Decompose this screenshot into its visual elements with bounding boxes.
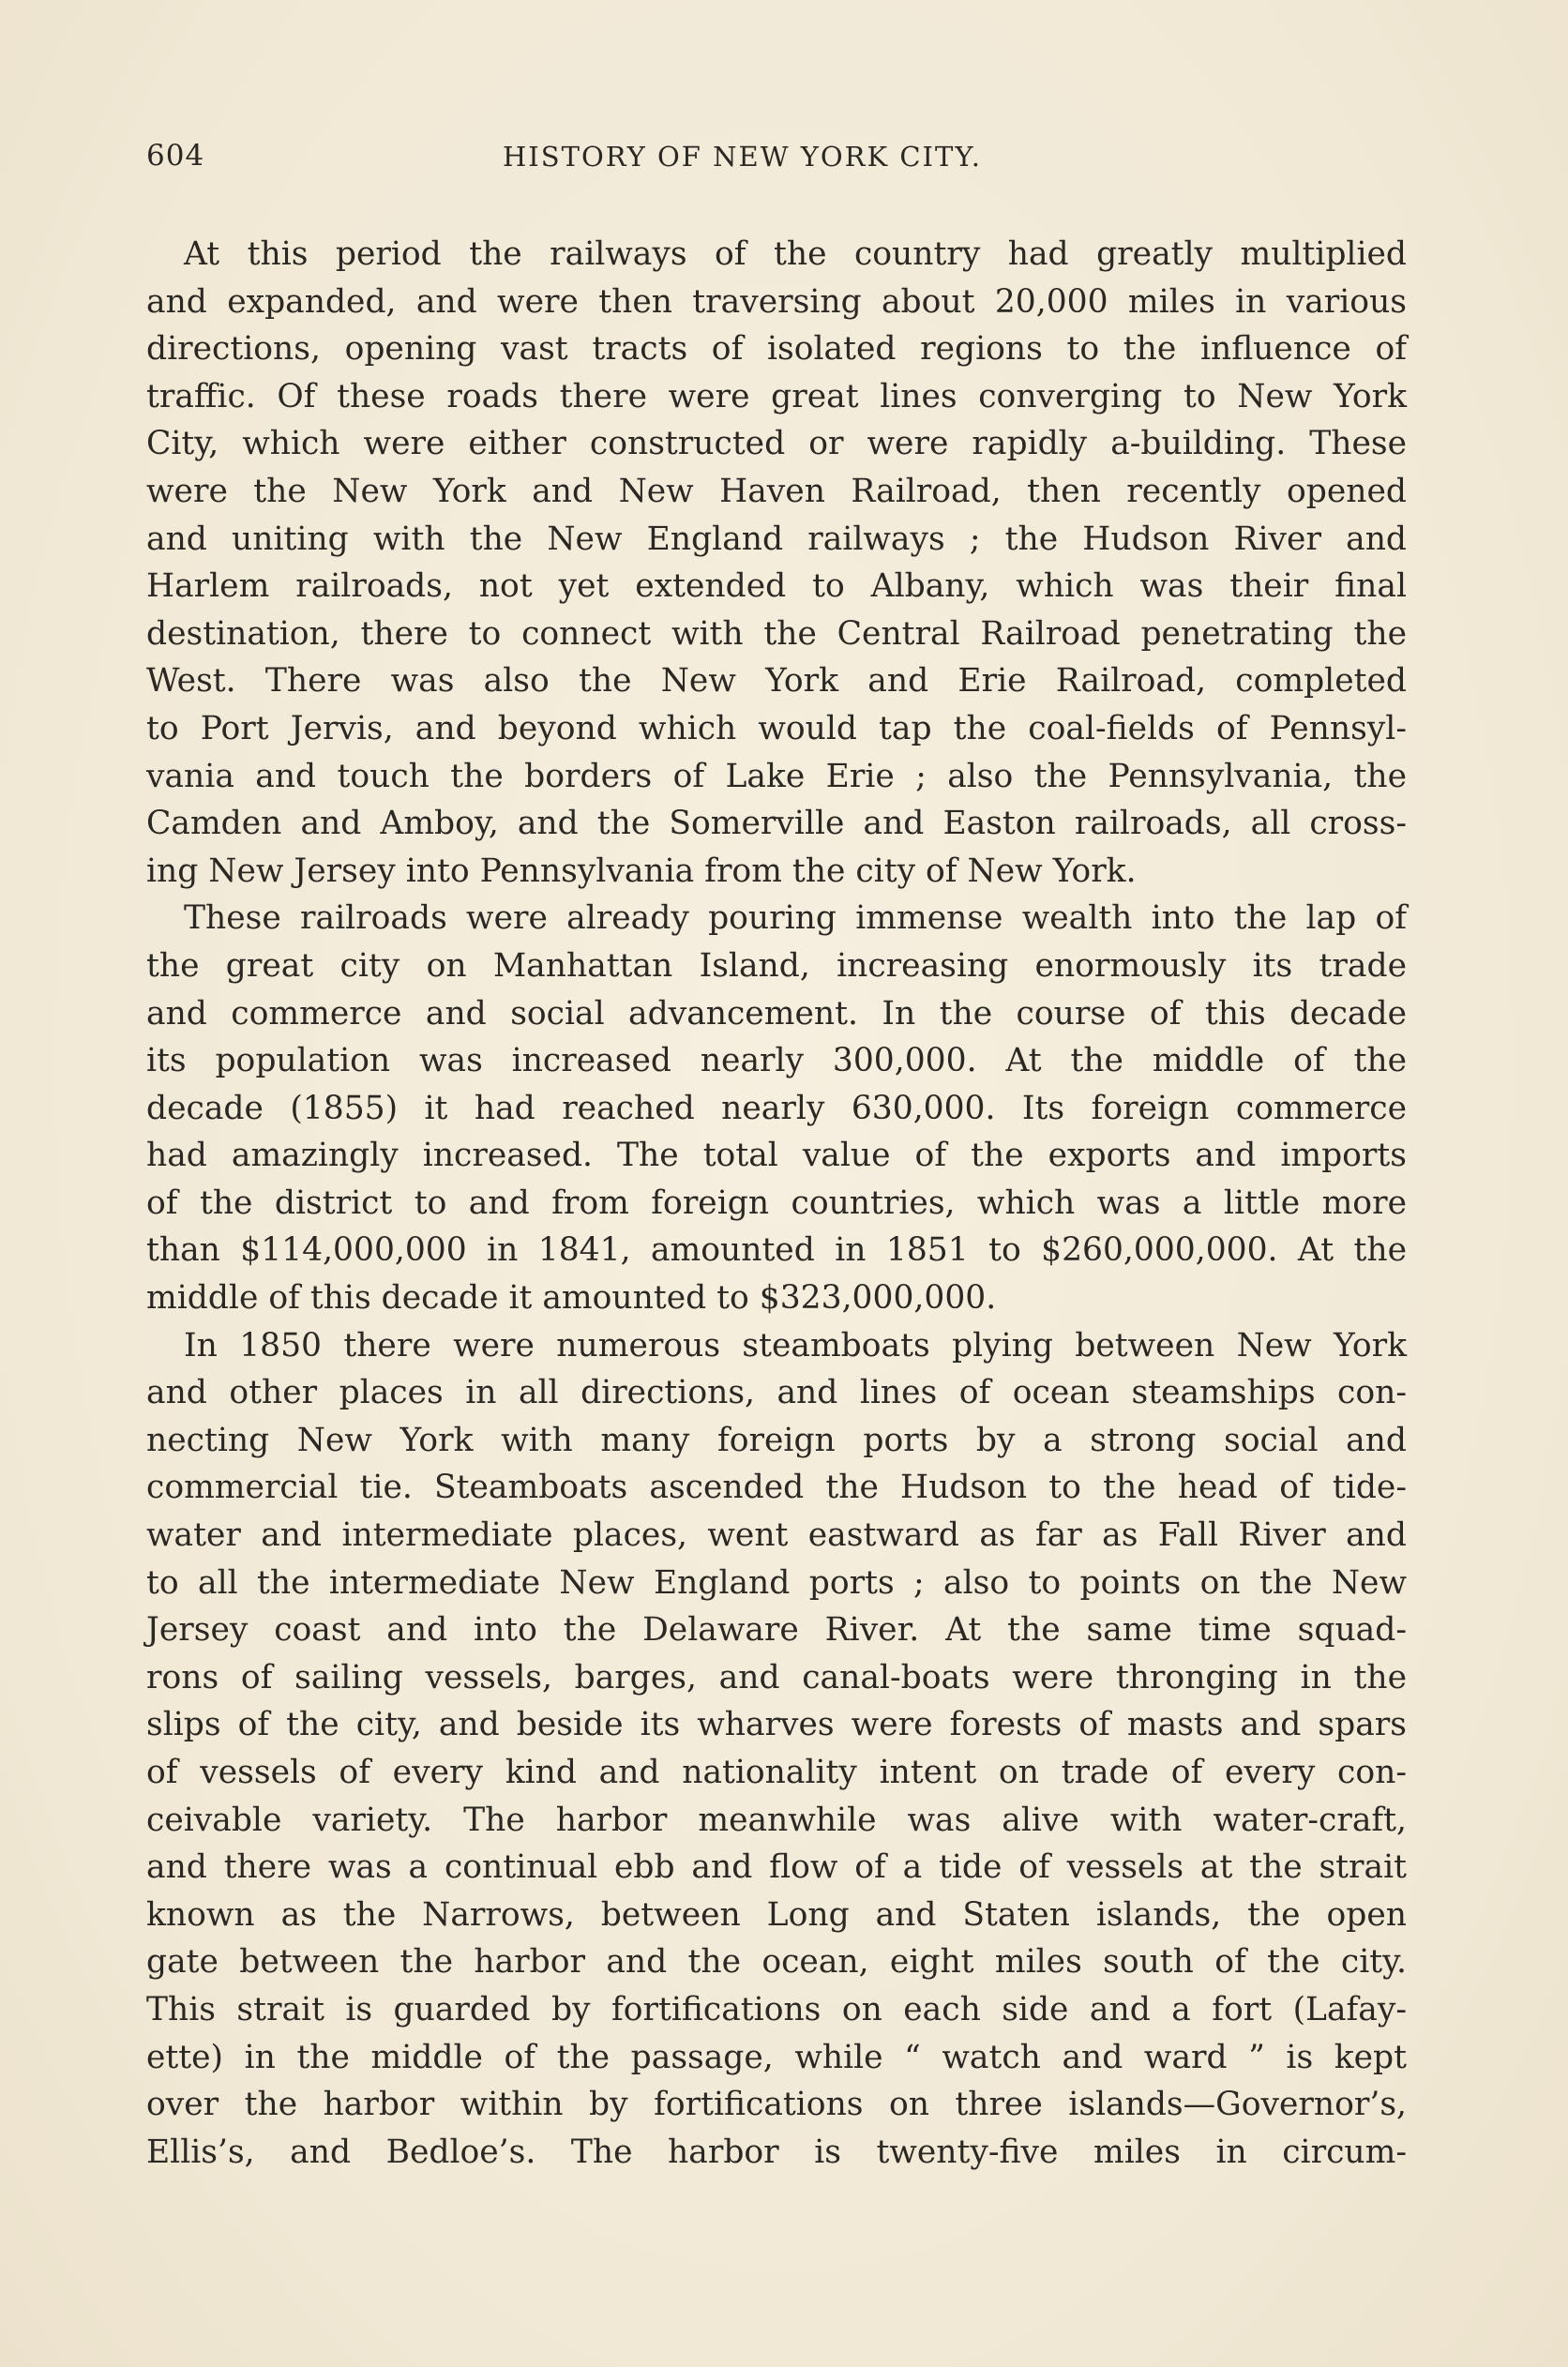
text-line: over the harbor within by fortifications on three islands—Governor’s, xyxy=(146,2086,1407,2124)
text-line: had amazingly increased. The total value of the exports and imports xyxy=(146,1137,1407,1175)
text-line: Harlem railroads, not yet extended to Albany, which was their final xyxy=(146,567,1407,606)
text-line: and uniting with the New England railways ; the Hudson River and xyxy=(146,520,1407,558)
text-line: its population was increased nearly 300,000. At the middle of the xyxy=(146,1042,1407,1080)
text-line: to Port Jervis, and beyond which would tap the coal-fields of Pennsyl- xyxy=(146,709,1407,747)
text-line: to all the intermediate New England ports ; also to points on the New xyxy=(146,1563,1407,1602)
text-line: and there was a continual ebb and flow of a tide of vessels at the strait xyxy=(146,1848,1407,1887)
text-line: water and intermediate places, went eastward as far as Fall River and xyxy=(146,1516,1407,1555)
running-head: HISTORY OF NEW YORK CITY. xyxy=(503,141,982,173)
text-line: the great city on Manhattan Island, increasing enormously its trade xyxy=(146,946,1407,985)
text-line: gate between the harbor and the ocean, eight miles south of the city. xyxy=(146,1943,1407,1982)
text-line: rons of sailing vessels, barges, and canal-boats were thronging in the xyxy=(146,1658,1407,1696)
text-line: middle of this decade it amounted to $323,000,000. xyxy=(146,1279,997,1318)
text-line: ceivable variety. The harbor meanwhile was alive with water-craft, xyxy=(146,1801,1407,1839)
text-line: traffic. Of these roads there were great lines converging to New York xyxy=(146,377,1407,415)
text-line: In 1850 there were numerous steamboats plying between New York xyxy=(184,1326,1407,1364)
body-text xyxy=(146,231,1407,2176)
text-line: were the New York and New Haven Railroad, then recently opened xyxy=(146,472,1407,510)
text-line: Camden and Amboy, and the Somerville and Easton railroads, all cross- xyxy=(146,805,1407,843)
page-number: 604 xyxy=(146,139,205,173)
page-header xyxy=(146,139,1403,195)
text-line: City, which were either constructed or were rapidly a-building. These xyxy=(146,425,1407,463)
text-line: slips of the city, and beside its wharves were forests of masts and spars xyxy=(146,1706,1407,1744)
text-line: than $114,000,000 in 1841, amounted in 1851 to $260,000,000. At the xyxy=(146,1231,1407,1270)
text-line: decade (1855) it had reached nearly 630,000. Its foreign commerce xyxy=(146,1089,1407,1127)
text-line: At this period the railways of the country had greatly multiplied xyxy=(184,235,1407,273)
text-line: of the district to and from foreign countries, which was a little more xyxy=(146,1184,1407,1222)
text-line: Jersey coast and into the Delaware River. At the same time squad- xyxy=(146,1611,1407,1650)
text-line: commercial tie. Steamboats ascended the Hudson to the head of tide- xyxy=(146,1469,1407,1507)
text-line: This strait is guarded by fortifications on each side and a fort (Lafay- xyxy=(146,1990,1407,2028)
text-line: destination, there to connect with the Central Railroad penetrating the xyxy=(146,614,1407,653)
text-line: and commerce and social advancement. In the course of this decade xyxy=(146,994,1407,1033)
text-line: These railroads were already pouring immense wealth into the lap of xyxy=(184,899,1407,938)
text-line: West. There was also the New York and Erie Railroad, completed xyxy=(146,662,1407,701)
text-line: ette) in the middle of the passage, while “ watch and ward ” is kept xyxy=(146,2038,1407,2076)
text-line: and expanded, and were then traversing about 20,000 miles in various xyxy=(146,282,1407,321)
text-line: known as the Narrows, between Long and Staten islands, the open xyxy=(146,1895,1407,1934)
text-line: Ellis’s, and Bedloe’s. The harbor is twenty-five miles in circum- xyxy=(146,2133,1407,2171)
text-line: necting New York with many foreign ports by a strong social and xyxy=(146,1421,1407,1459)
text-line: and other places in all directions, and lines of ocean steamships con- xyxy=(146,1374,1407,1412)
text-line: directions, opening vast tracts of isolated regions to the influence of xyxy=(146,330,1407,369)
text-line: ing New Jersey into Pennsylvania from the city of New York. xyxy=(146,852,1137,890)
text-line: vania and touch the borders of Lake Erie ; also the Pennsylvania, the xyxy=(146,757,1407,795)
text-line: of vessels of every kind and nationality intent on trade of every con- xyxy=(146,1754,1407,1791)
